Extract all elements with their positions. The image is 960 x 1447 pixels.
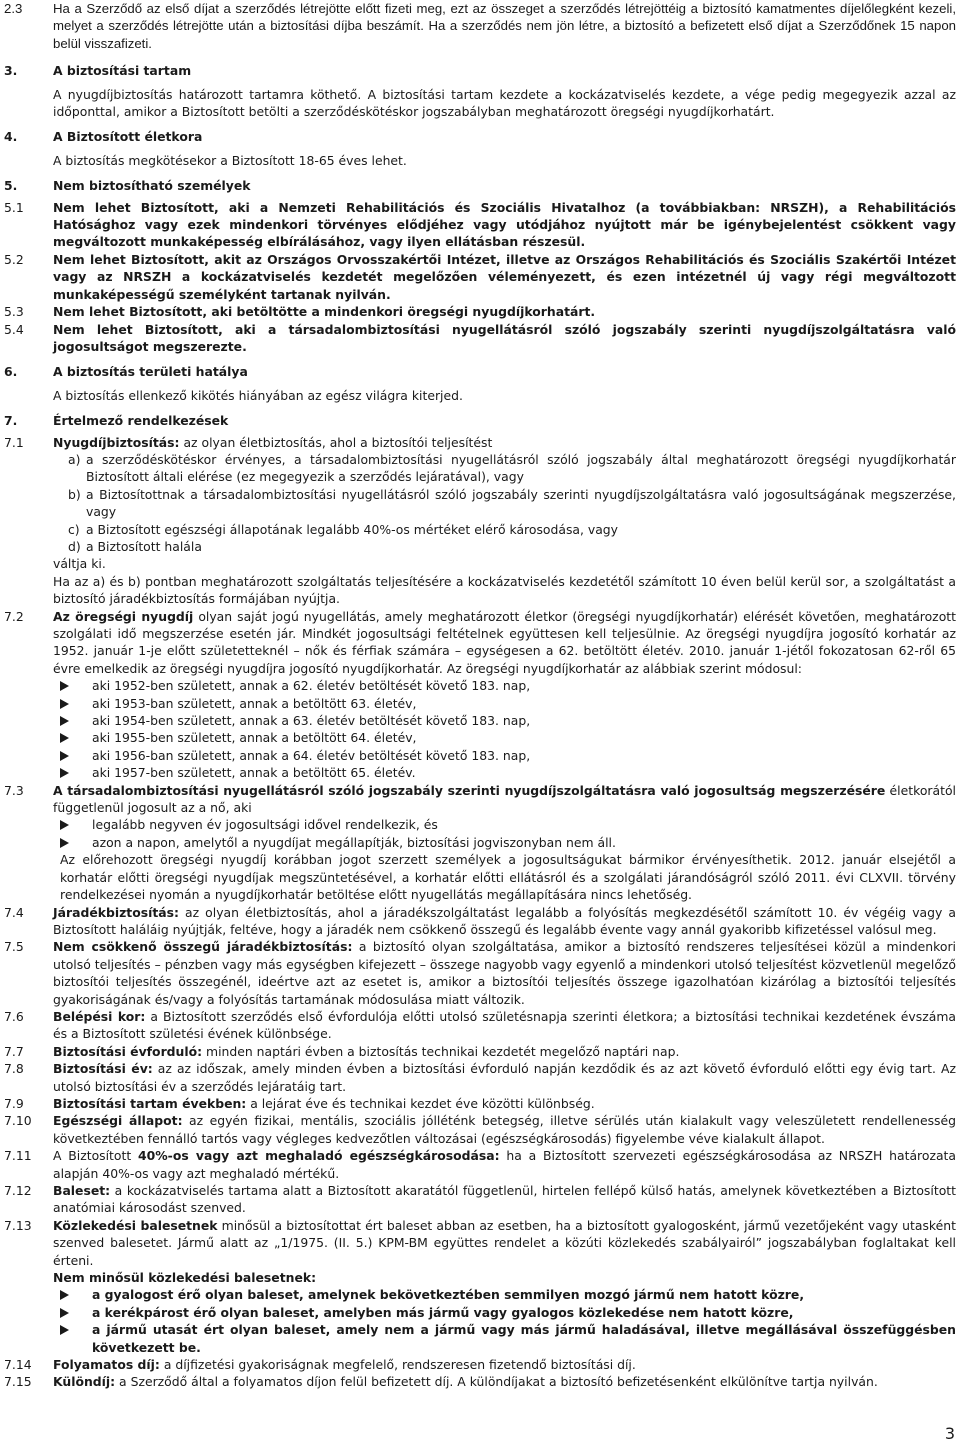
heading-number: 5. (4, 178, 18, 194)
bullet-item (0, 1321, 960, 1356)
defined-term: Baleset: (53, 1183, 111, 1198)
section-text: életkorától függetlenül jogosult az a nő, aki (53, 782, 956, 816)
defined-term: Különdíj: (53, 1374, 116, 1390)
section-text: ha a Biztosított szervezeti egészségkárosodása az NRSZH határozata alapján 40%-os vagy azt meghaladó mértékű. (53, 1148, 956, 1181)
heading-6 (0, 363, 960, 380)
bullet-text: azon a napon, amelytől a nyugdíjat megállapítják, biztosítási jogviszonyban nem áll. (92, 834, 616, 850)
section-number: 7.10 (4, 1113, 32, 1129)
heading-title: A biztosítási tartam (53, 63, 192, 79)
bullet-text: aki 1955-ben született, annak a betöltött 64. életév, (92, 730, 417, 746)
section-text: Nem lehet Biztosított, akit az Országos Orvosszakértői Intézet, illetve az Országos Rehabilitációs és Szociális Szakértői Intézet vagy az NRSZH a kockázatviselés kezdetét megelőzően véleményezett, és ezen intézetnél új vagy régi megváltozott munkaképességű személyként tartanak nyilván. (53, 251, 956, 302)
list-label: a) (68, 451, 81, 467)
section-text: a kockázatviselés tartama alatt a Biztosított akaratától függetlenül, hirtelen fellépő külső hatás, amelynek következtében a Biztosított anatómiai károsodást szenved. (53, 1183, 956, 1216)
section-text: az olyan életbiztosítás, ahol a biztosítói teljesítést (179, 434, 493, 450)
defined-term: Biztosítási év: (53, 1061, 153, 1077)
defined-term: A társadalombiztosítási nyugellátásról szóló jogszabály szerinti nyugdíjszolgáltatásra való jogosultság megszerzésére (53, 782, 886, 798)
section-number: 5.1 (4, 199, 24, 215)
list-text: a Biztosítottnak a társadalombiztosítási nyugellátásról szóló jogszabály szerinti nyugdíjszolgáltatásra való jogosultságának megszerzése, vagy (86, 486, 956, 520)
heading-title: A biztosítás területi hatálya (53, 364, 248, 380)
heading-title: Értelmező rendelkezések (53, 413, 229, 429)
defined-term: Járadékbiztosítás: (53, 904, 179, 920)
bullet-item (0, 729, 960, 746)
section-7-10 (0, 1112, 960, 1147)
bullet-text: aki 1953-ban született, annak a betöltött 63. életév, (92, 695, 417, 711)
heading-title: Nem biztosítható személyek (53, 178, 251, 194)
section-7-2 (0, 608, 960, 678)
list-item (0, 521, 960, 538)
heading-7 (0, 412, 960, 429)
section-text: Ha a Szerződő az első díjat a szerződés létrejötte előtt fizeti meg, ezt az összeget a szerződés létrejöttéig a biztosító kamatmentes díjelőlegként kezeli, melyet a szerződés létrejötte után a biztosítási díjba beszámít. Ha a szerződés nem jön létre, a biztosító a befizetett első díjat a Szerződőnek 15 napon belül visszafizeti. (53, 1, 956, 51)
section-text: a biztosító olyan szolgáltatása, amikor a biztosító rendszeres teljesítései közül a mindenkori utolsó teljesítés – pénzben vagy más egységben kifejezett – összege nagyobb vagy egyenlő a mindenkori utolsó teljesítést közvetlenül megelőző biztosítói teljesítés összegénél, ideértve azt az esetet is, amikor a biztosítói teljesítés összege igazolhatóan kizárólag a biztosítói teljesítés gyakoriságának és/vagy a folyósítás tartamának módosulása miatt változik. (53, 939, 956, 1007)
heading-number: 6. (4, 364, 18, 380)
heading-title: A Biztosított életkora (53, 129, 203, 145)
heading-6-body (0, 387, 960, 404)
arrow-bullet-icon (60, 1308, 69, 1318)
list-item (0, 486, 960, 521)
arrow-bullet-icon (60, 1290, 69, 1300)
section-number: 7.1 (4, 434, 24, 450)
bullet-item (0, 712, 960, 729)
heading-4 (0, 128, 960, 145)
section-7-6 (0, 1008, 960, 1043)
bullet-text: aki 1954-ben született, annak a 63. életév betöltését követő 183. nap, (92, 713, 531, 729)
section-number: 2.3 (4, 1, 23, 16)
section-number: 7.13 (4, 1217, 32, 1233)
heading-number: 4. (4, 129, 18, 145)
bullet-text: a jármű utasát ért olyan baleset, amely nem a jármű vagy más jármű haladásával, illetve megállásával összefüggésben következett be. (92, 1322, 956, 1355)
heading-3-body (0, 86, 960, 121)
section-text: Nem lehet Biztosított, aki a Nemzeti Rehabilitációs és Szociális Hivatalhoz (a továbbiakban: NRSZH), a Rehabilitációs Hatósághoz vagy ezek mindenkori törvényes elődjéhez vagy utódjához nyújtott már be igénybejelentést csökkent vagy megváltozott munkaképesség elbírálásához, vagy ilyen ellátásban részesül. (53, 199, 956, 250)
defined-term: Nyugdíjbiztosítás: (53, 434, 180, 450)
bullet-item (0, 834, 960, 851)
section-text: minden naptári évben a biztosítás technikai kezdetét megelőző naptári nap. (202, 1043, 680, 1059)
section-text: az olyan életbiztosítás, ahol a járadékszolgáltatást legalább a folyósítás megkezdésétől számított 10. év végéig vagy a Biztosított haláláig nyújtják, feltéve, hogy a járadék nem csökkenő összegű és legalább évente vagy annál gyakoribb kifizetéssel valósul meg. (53, 904, 956, 937)
list-text: a Biztosított halála (86, 538, 202, 554)
bullet-text: a gyalogost érő olyan baleset, amelynek bekövetkeztében semmilyen mozgó jármű nem hatott közre, (92, 1287, 805, 1303)
arrow-bullet-icon (60, 699, 69, 709)
section-7-3-note (0, 851, 960, 903)
defined-term: Nem csökkenő összegű járadékbiztosítás: (53, 939, 353, 955)
list-label: c) (68, 521, 80, 537)
section-text: az az időszak, amely minden évben a biztosítási évforduló napján kezdődik és az azt követő évforduló előtti egy évig tart. Az utolsó biztosítási év a szerződés lejáratáig tart. (53, 1061, 956, 1094)
paragraph: A biztosítás megkötésekor a Biztosított 18-65 éves lehet. (53, 152, 407, 168)
section-number: 7.14 (4, 1357, 32, 1373)
section-number: 7.5 (4, 939, 24, 955)
section-text: a Szerződő által a folyamatos díjon felül befizetett díj. A különdíjakat a biztosító befizetésenként elkülönítve tartja nyilván. (115, 1374, 878, 1390)
subheading: Nem minősül közlekedési balesetnek: (53, 1270, 317, 1286)
paragraph: A biztosítás ellenkező kikötés hiányában az egész világra kiterjed. (53, 387, 463, 403)
arrow-bullet-icon (60, 820, 69, 830)
heading-3 (0, 62, 960, 79)
defined-term: Egészségi állapot: (53, 1113, 183, 1129)
section-text: a Biztosított szerződés első évfordulója előtti utolsó születésnapja szerinti életkora; a biztosítási technikai kezdetének évszáma és a Biztosított születési évének különbsége. (53, 1008, 956, 1042)
section-7-1-tail (0, 555, 960, 572)
section-number: 7.11 (4, 1148, 32, 1164)
arrow-bullet-icon (60, 681, 69, 691)
bullet-item (0, 816, 960, 833)
heading-number: 3. (4, 63, 18, 79)
section-5-1 (0, 199, 960, 251)
section-number: 7.3 (4, 782, 24, 798)
bullet-item (0, 1304, 960, 1321)
bullet-text: aki 1957-ben született, annak a betöltött 65. életév. (92, 765, 416, 781)
bullet-text: aki 1956-ban született, annak a 64. életév betöltését követő 183. nap, (92, 747, 531, 763)
section-number: 7.12 (4, 1183, 32, 1198)
section-text: az egyén fizikai, mentális, szociális jólléténk betegség, illetve sérülés után kialakult vagy veleszületett rendellenesség következtében fennálló tartós vagy végleges kedvezőtlen változásai (egészségkárosodás) figyelembe véve kialakult állapot. (53, 1113, 956, 1146)
paragraph: Ha az a) és b) pontban meghatározott szolgáltatás teljesítésére a kockázatviselés kezdetétől számított 10 éven belül kerül sor, a szolgáltatást a biztosító járadékbiztosítás formájában nyújtja. (53, 573, 956, 607)
section-7-13-subtitle (0, 1269, 960, 1286)
paragraph: Az előrehozott öregségi nyugdíj korábban jogot szerzett személyek a jogosultságukat bármikor érvényesíthetik. 2012. január elsejétől a korhatár előtti öregségi nyugdíjak megszüntetésével, a korhatár előtti ellátásról és a szolgálati járandóságról szóló 2011. évi CLXVII. törvény rendelkezései nyomán a nyugdíjkorhatár betöltése előtt nyugellátás megállapítására nincs lehetőség. (60, 852, 956, 903)
bullet-text: a kerékpárost érő olyan baleset, amelyben más jármű vagy gyalogos közlekedése nem hatott közre, (92, 1304, 794, 1320)
section-number: 7.8 (4, 1061, 24, 1077)
paragraph: váltja ki. (53, 556, 106, 572)
defined-term: Belépési kor: (53, 1008, 146, 1024)
section-7-11 (0, 1147, 960, 1182)
section-7-14 (0, 1356, 960, 1373)
section-7-12 (0, 1182, 960, 1217)
arrow-bullet-icon (60, 768, 69, 778)
section-7-15 (0, 1373, 960, 1390)
section-text: Nem lehet Biztosított, aki a társadalombiztosítási nyugellátásról szóló jogszabály szerinti nyugdíjszolgáltatásra való jogosultságot megszerezte. (53, 321, 956, 354)
defined-term: Folyamatos díj: (53, 1357, 160, 1373)
heading-4-body (0, 152, 960, 169)
section-text: a díjfizetési gyakoriságnak megfelelő, rendszeresen fizetendő biztosítási díj. (159, 1357, 636, 1373)
page-number: 3 (944, 1424, 955, 1443)
list-text: a Biztosított egészségi állapotának legalább 40%-os mértéket elérő károsodása, vagy (86, 521, 618, 537)
list-label: b) (68, 486, 81, 502)
section-number: 7.7 (4, 1043, 24, 1059)
bullet-item (0, 764, 960, 781)
section-number: 7.9 (4, 1095, 24, 1111)
arrow-bullet-icon (60, 716, 69, 726)
paragraph: A nyugdíjbiztosítás határozott tartamra köthető. A biztosítási tartam kezdete a kockázatviselés kezdete, a vége pedig megegyezik azzal az időponttal, amikor a Biztosított betölti a szerződéskötéskor jogszabályban meghatározott öregségi nyugdíjkorhatárt. (53, 86, 956, 120)
bullet-text: aki 1952-ben született, annak a 62. életév betöltését követő 183. nap, (92, 678, 531, 694)
section-number: 7.4 (4, 904, 24, 920)
section-number: 7.6 (4, 1008, 24, 1024)
section-text: Nem lehet Biztosított, aki betöltötte a mindenkori öregségi nyugdíjkorhatárt. (53, 304, 596, 320)
section-7-4 (0, 904, 960, 939)
section-5-2 (0, 251, 960, 303)
arrow-bullet-icon (60, 751, 69, 761)
bullet-item (0, 1286, 960, 1303)
heading-number: 7. (4, 413, 18, 429)
section-7-9 (0, 1095, 960, 1112)
section-5-4 (0, 321, 960, 356)
section-7-3 (0, 782, 960, 817)
section-7-1 (0, 434, 960, 451)
defined-term: Az öregségi nyugdíj (53, 608, 194, 624)
bullet-item (0, 677, 960, 694)
list-item (0, 451, 960, 486)
section-number: 5.2 (4, 251, 24, 267)
section-7-13 (0, 1217, 960, 1269)
bullet-item (0, 747, 960, 764)
bullet-text: legalább negyven év jogosultsági idővel rendelkezik, és (92, 817, 438, 833)
list-label: d) (68, 538, 81, 554)
section-7-1-note (0, 573, 960, 608)
defined-term: Biztosítási évforduló: (53, 1043, 203, 1059)
section-prefix: A Biztosított (53, 1148, 139, 1164)
section-text: a lejárat éve és technikai kezdet éve közötti különbség. (246, 1095, 595, 1111)
defined-term: 40%-os vagy azt meghaladó egészségkárosodása: (138, 1148, 500, 1164)
section-7-5 (0, 938, 960, 1008)
section-number: 5.4 (4, 321, 24, 337)
arrow-bullet-icon (60, 733, 69, 743)
bullet-item (0, 695, 960, 712)
section-number: 5.3 (4, 304, 24, 320)
section-2-3 (0, 0, 960, 52)
heading-5 (0, 177, 960, 194)
defined-term: Közlekedési balesetnek (53, 1217, 218, 1233)
arrow-bullet-icon (60, 1325, 69, 1335)
list-item (0, 538, 960, 555)
section-7-8 (0, 1060, 960, 1095)
section-number: 7.15 (4, 1374, 32, 1390)
arrow-bullet-icon (60, 838, 69, 848)
defined-term: Biztosítási tartam években: (53, 1095, 247, 1111)
section-text: minősül a biztosítottat ért baleset abban az esetben, ha a biztosított gyalogosként, jármű vezetőjeként vagy utasként szenved balesetet. Jármű alatt az „1/1975. (II. 5.) KPM-BM együttes rendelet a közúti közlekedés szabályairól” jogszabályban foglaltakat kell érteni. (53, 1217, 957, 1268)
section-7-7 (0, 1043, 960, 1060)
section-5-3 (0, 303, 960, 320)
list-text: a szerződéskötéskor érvényes, a társadalombiztosítási nyugellátásról szóló jogszabály által meghatározott öregségi nyugdíjkorhatár Biztosított általi elérése (ez megegyezik a szerződés lejáratával), vagy (86, 451, 956, 485)
section-number: 7.2 (4, 608, 24, 624)
section-text: olyan saját jogú nyugellátás, amely meghatározott életkor (öregségi nyugdíjkorhatár) elérését követően, meghatározott szolgálati idő megszerzése esetén jár. Mindkét jogosultsági feltételnek együttesen kell teljesülnie. Az öregségi nyugdíjra jogosító korhatár az 1952. január 1-je előtt születetteknél – nők és férfiak számára – egységesen a 62. betöltött életév. 2010. január 1-jétől fokozatosan 62-ről 65 évre emelkedik az öregségi nyugdíjra jogosító nyugdíjkorhatár. Az öregségi nyugdíjkorhatár az alábbiak szerint módosul: (53, 608, 956, 676)
